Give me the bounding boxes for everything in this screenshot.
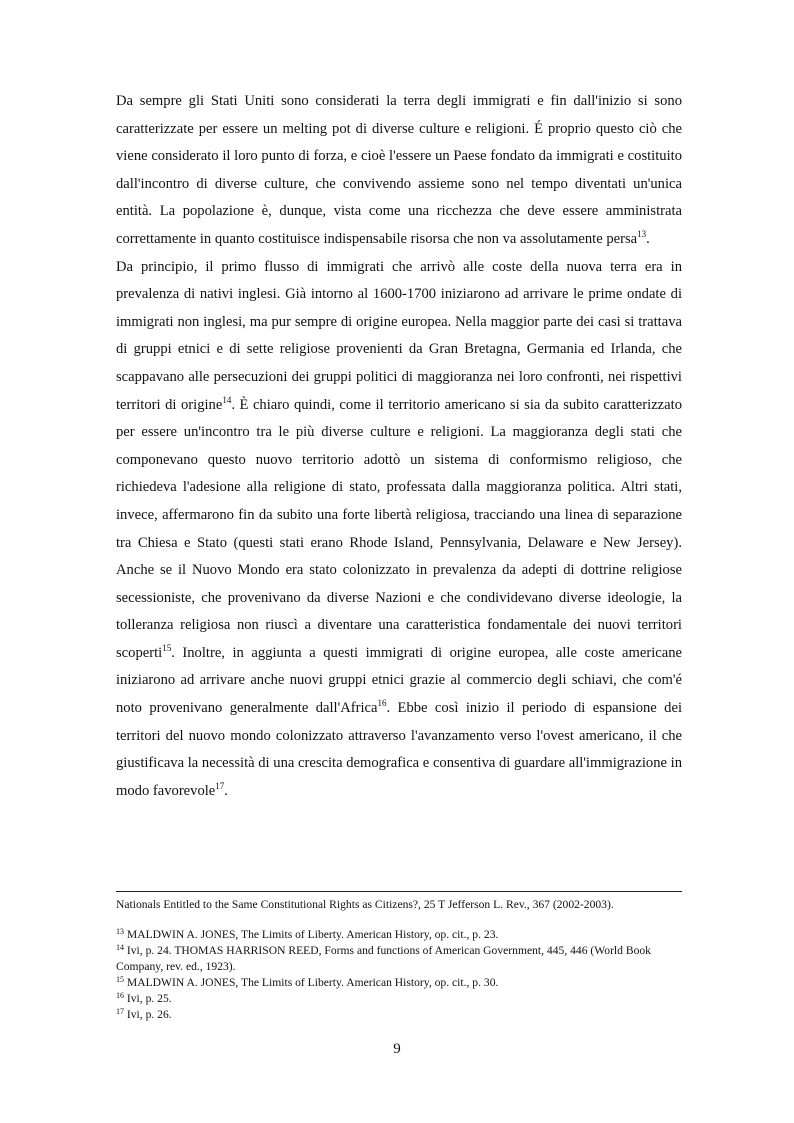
footnote-continuation: Nationals Entitled to the Same Constitutional Rights as Citizens?, 25 T Jefferson L. Rev., 367 (2002-2003).: [116, 898, 614, 911]
text-run: . Inoltre, in aggiunta a questi immigrati di origine europea, alle coste americane iniziarono ad arrivare anche nuovi gruppi etnici grazie al commercio degli schiavi, che com'é noto provenivano generalmente dall'Africa: [116, 644, 682, 717]
page-number: 9: [393, 1041, 401, 1057]
footnote-number: 16: [116, 991, 124, 1000]
footnote-text: Ivi, p. 25.: [124, 992, 172, 1005]
text-run: . Ebbe così inizio il periodo di espansione dei territori del nuovo mondo colonizzato attraverso l'avanzamento verso l'ovest americano, il che giustificava la necessità di una crescita demografica e consentiva di guardare all'immigrazione in modo favorevole: [116, 700, 682, 799]
footnotes: [116, 897, 682, 1023]
footnote: [116, 927, 682, 943]
footnote: [116, 1007, 682, 1023]
paragraph: [116, 254, 682, 806]
footnote-ref[interactable]: 15: [162, 642, 172, 653]
footnote: [116, 943, 682, 975]
footnote-number: 14: [116, 943, 124, 952]
footnote-text: MALDWIN A. JONES, The Limits of Liberty. American History, op. cit., p. 23.: [124, 928, 499, 941]
footnote-list: [116, 927, 682, 1023]
paragraph: [116, 88, 682, 254]
text-run: . È chiaro quindi, come il territorio americano si sia da subito caratterizzato per essere un'incontro tra le più diverse culture e religioni. La maggioranza degli stati che componevano questo nuovo territorio adottò un sistema di conformismo religioso, che richiedeva l'adesione alla religione di stato, professata dalla maggioranza politica. Altri stati, invece, affermarono fin da subito una forte libertà religiosa, tracciando una linea di separazione tra Chiesa e Stato (questi stati erano Rhode Island, Pennsylvania, Delaware e New Jersey). Anche se il Nuovo Mondo era stato colonizzato in prevalenza da adepti di dottrine religiose secessioniste, che provenivano da diverse Nazioni e che condividevano diverse ideologie, la tolleranza religiosa non riuscì a diventare una caratteristica fondamentale dei nuovi territori scoperti: [116, 396, 682, 661]
text-run: .: [646, 230, 650, 247]
text-run: Da sempre gli Stati Uniti sono considerati la terra degli immigrati e fin dall'inizio si sono caratterizzate per essere un melting pot di diverse culture e religioni. É proprio questo ciò che viene considerato il loro punto di forza, e cioè l'essere un Paese fondato da immigrati e costituito dall'incontro di diverse culture, che convivendo assieme sono nel tempo diventati un'unica entità. La popolazione è, dunque, vista come una ricchezza che deve essere amministrata correttamente in quanto costituisce indispensabile risorsa che non va assolutamente persa: [116, 93, 682, 247]
footnote-text: Ivi, p. 26.: [124, 1008, 172, 1021]
text-run: Da principio, il primo flusso di immigrati che arrivò alle coste della nuova terra era in prevalenza di nativi inglesi. Già intorno al 1600-1700 iniziarono ad arrivare le prime ondate di immigrati non inglesi, ma pur sempre di origine europea. Nella maggior parte dei casi si trattava di gruppi etnici e di sette religiose provenienti da Gran Bretagna, Germania ed Irlanda, che scappavano alle persecuzioni dei gruppi politici di maggioranza nei loro confronti, nei rispettivi territori di origine: [116, 258, 682, 413]
footnote-ref[interactable]: 13: [637, 228, 647, 239]
footnote-ref[interactable]: 17: [215, 780, 225, 791]
footnote-text: MALDWIN A. JONES, The Limits of Liberty. American History, op. cit., p. 30.: [124, 976, 499, 989]
text-run: .: [224, 782, 228, 799]
footnote-separator: [116, 891, 682, 892]
footnote-ref[interactable]: 16: [377, 698, 387, 709]
footnote-number: 15: [116, 975, 124, 984]
footnote-text: Ivi, p. 24. THOMAS HARRISON REED, Forms and functions of American Government, 445, 446 (World Book Company, rev. ed., 1923).: [116, 944, 651, 973]
footnote-number: 17: [116, 1007, 124, 1016]
footnote-ref[interactable]: 14: [222, 394, 232, 405]
footnote-number: 13: [116, 927, 124, 936]
body-text: [116, 88, 682, 805]
footnote: [116, 991, 682, 1007]
footnote: [116, 975, 682, 991]
